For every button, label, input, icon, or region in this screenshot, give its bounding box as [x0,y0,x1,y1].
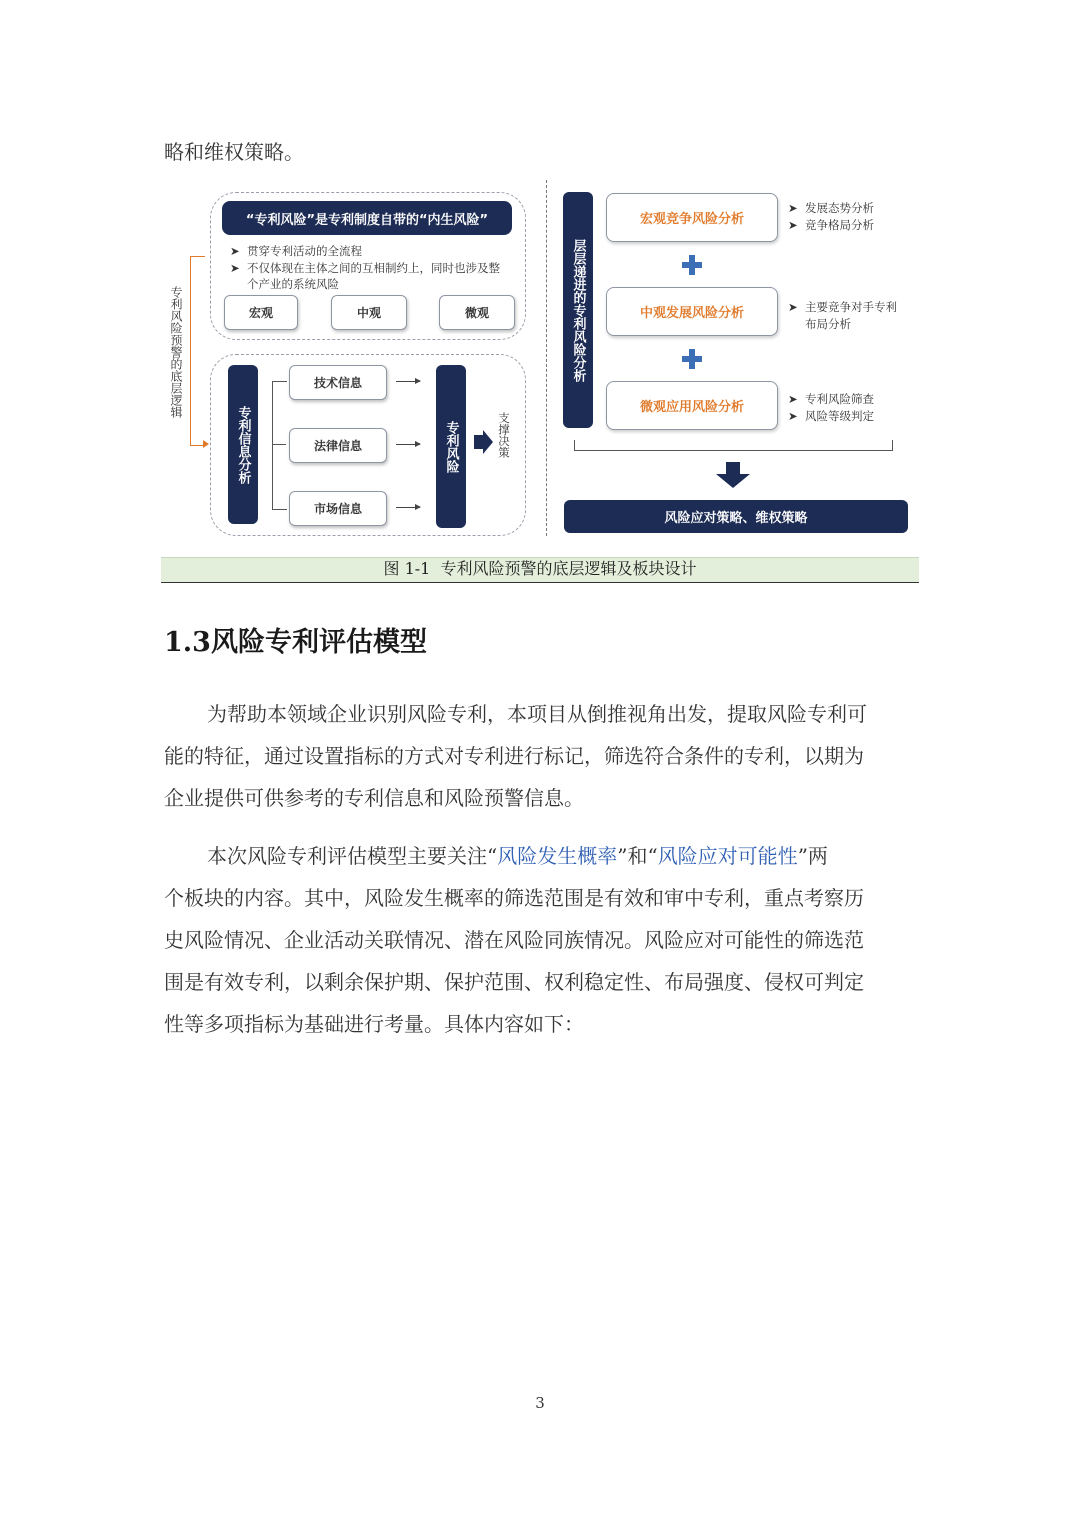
plus-icon [682,255,702,275]
info-item-legal: 法律信息 [289,428,387,463]
support-arrow [474,435,483,449]
para1-line2: 能的特征，通过设置指标的方式对专利进行标记，筛选符合条件的专利，以期为 [164,744,864,768]
support-arrow-head [483,430,493,454]
info-bracket [272,381,287,510]
plus-icon [682,349,702,369]
micro-analysis-box: 微观应用风险分析 [606,381,778,430]
meso-note-2: 布局分析 [805,317,851,331]
arrow-market [396,507,420,508]
section-title: 1.3风险专利评估模型 [164,627,427,658]
macro-analysis-box: 宏观竞争风险分析 [606,193,778,242]
info-bracket-mid [272,444,286,445]
patent-risk-bar: 专利风险 [436,365,466,528]
para2-line2: 个板块的内容。其中，风险发生概率的筛选范围是有效和审中专利，重点考察历 [164,886,864,910]
info-item-market: 市场信息 [289,491,387,526]
bracket-arrowhead [203,440,209,448]
bullet-2: ➤ 不仅体现在主体之间的互相制约上，同时也涉及整 [230,261,500,275]
micro-note-1: ➤ 专利风险筛查 [788,392,874,406]
divider [546,180,547,536]
arrow-tech [396,381,420,382]
bullet-1: ➤ 贯穿专利活动的全流程 [230,244,362,258]
layered-analysis-bar: 层层递进的专利风险分析 [563,192,593,428]
top-banner: “专利风险”是专利制度自带的“内生风险” [222,201,512,235]
top-text: 略和维权策略。 [164,140,304,164]
link-risk-response[interactable]: 风险应对可能性 [657,844,798,868]
link-risk-probability[interactable]: 风险发生概率 [497,844,618,868]
info-analysis-bar: 专利信息分析 [228,365,258,524]
level-macro: 宏观 [224,295,298,330]
bullet-2-cont: 个产业的系统风险 [247,277,339,291]
para2-line4: 围是有效专利，以剩余保护期、保护范围、权利稳定性、布局强度、侵权可判定 [164,970,864,994]
para1-line3: 企业提供可供参考的专利信息和风险预警信息。 [164,786,584,810]
bottom-bracket [574,440,893,451]
figure-caption-text: 图 1-1 专利风险预警的底层逻辑及板块设计 [383,559,697,578]
micro-note-2: ➤ 风险等级判定 [788,409,874,423]
macro-note-1: ➤ 发展态势分析 [788,201,874,215]
level-meso: 中观 [331,295,407,330]
strategy-banner: 风险应对策略、维权策略 [564,500,908,533]
para2-line3: 史风险情况、企业活动关联情况、潜在风险同族情况。风险应对可能性的筛选范 [164,928,864,952]
side-label: 专利风险预警的底层逻辑 [169,286,183,418]
page-number: 3 [535,1394,545,1412]
meso-note-1: ➤ 主要竞争对手专利 [788,300,897,314]
down-arrow-stem [726,462,740,474]
arrow-legal [396,444,420,445]
para2-line1: 本次风险专利评估模型主要关注“风险发生概率”和“风险应对可能性”两 [207,844,828,868]
info-item-tech: 技术信息 [289,365,387,400]
level-micro: 微观 [439,295,515,330]
para2-line5: 性等多项指标为基础进行考量。具体内容如下： [164,1012,584,1036]
support-label: 支撑决策 [497,412,511,458]
side-bracket [190,256,205,446]
down-arrow-head [716,474,750,488]
macro-note-2: ➤ 竞争格局分析 [788,218,874,232]
meso-analysis-box: 中观发展风险分析 [606,287,778,336]
para1-line1: 为帮助本领域企业识别风险专利，本项目从倒推视角出发，提取风险专利可 [207,702,867,726]
